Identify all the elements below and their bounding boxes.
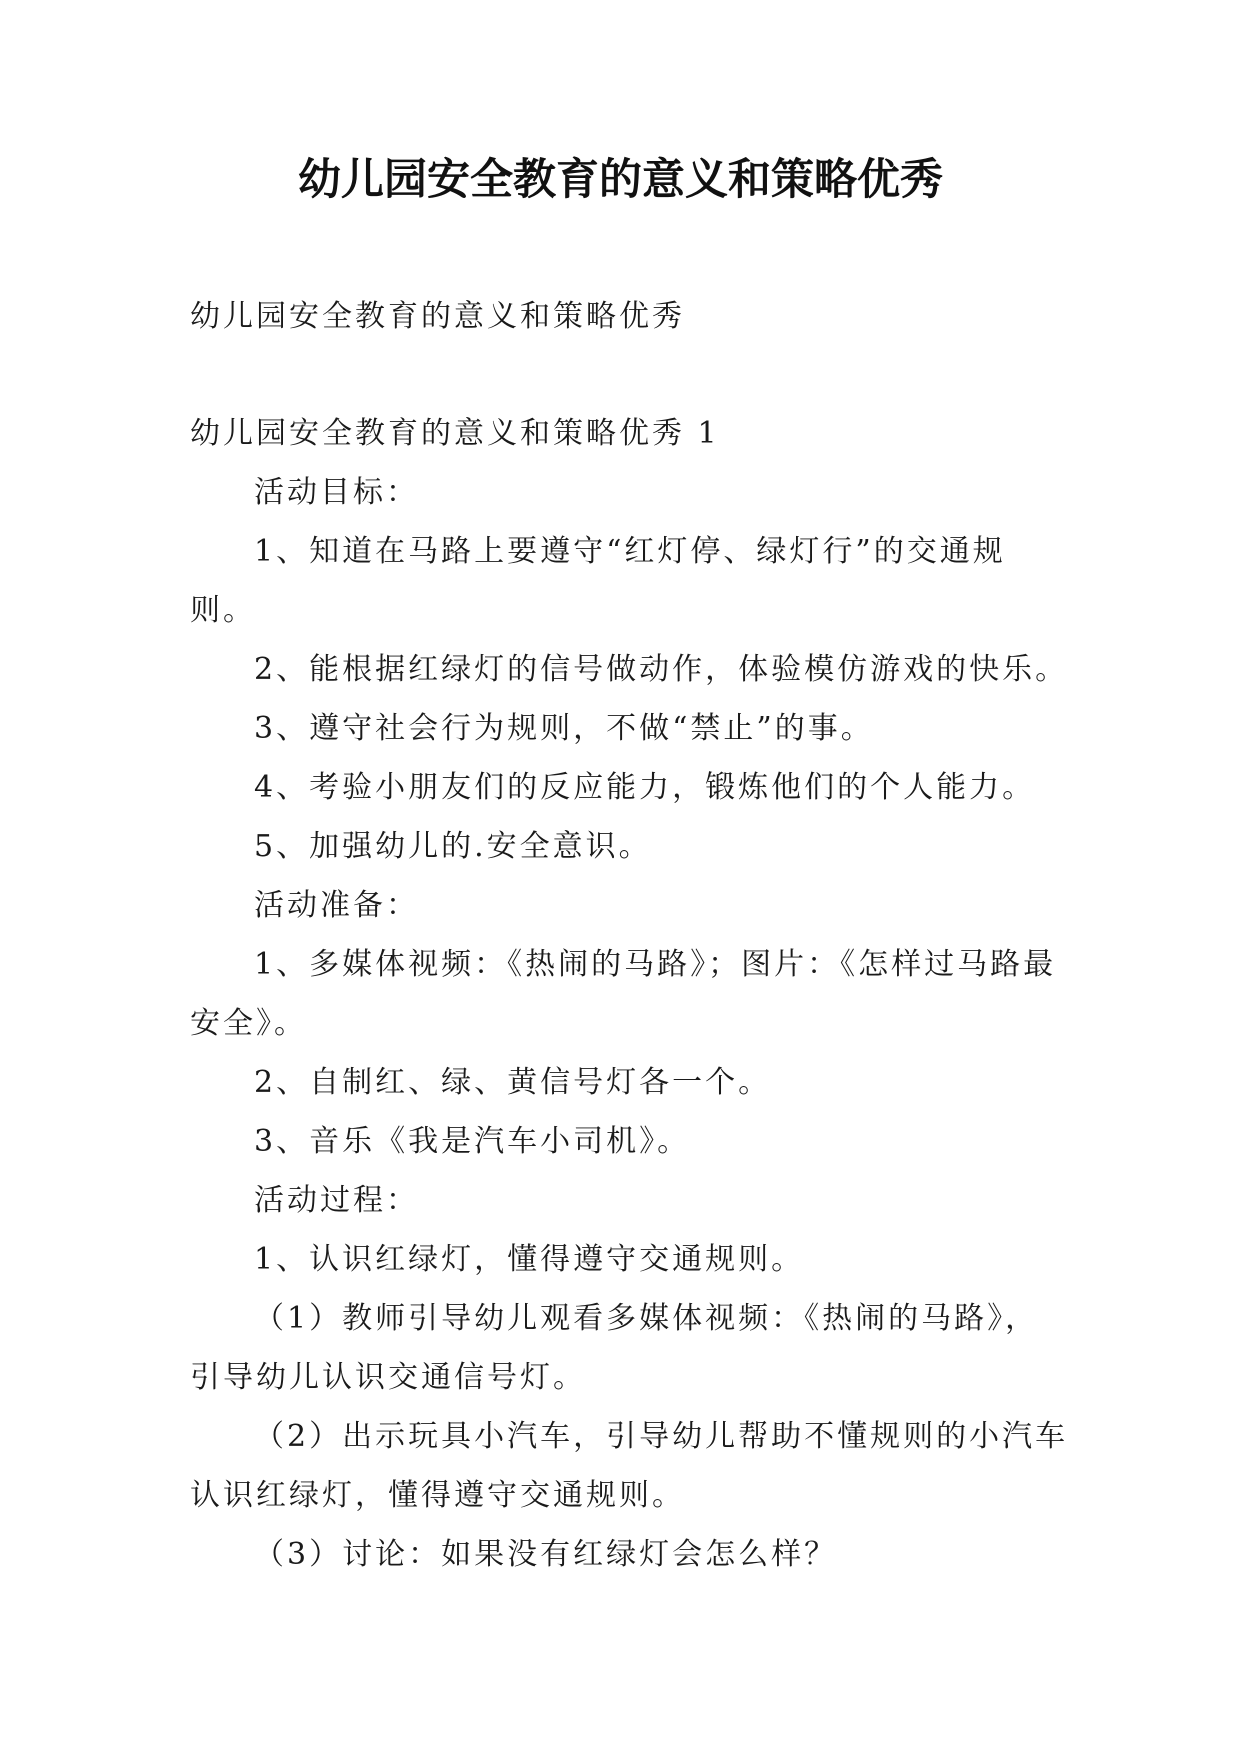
paragraph: 3、音乐《我是汽车小司机》。 (254, 1124, 691, 1159)
paragraph: 5、加强幼儿的.安全意识。 (254, 829, 652, 864)
paragraph: 活动目标： (254, 475, 419, 510)
paragraph: （2）出示玩具小汽车，引导幼儿帮助不懂规则的小汽车认识红绿灯，懂得遵守交通规则。 (190, 1419, 1069, 1513)
paragraph: 1、多媒体视频：《热闹的马路》；图片：《怎样过马路最安全》。 (190, 947, 1057, 1041)
section-heading: 幼儿园安全教育的意义和策略优秀 1 (190, 416, 720, 451)
document-subtitle: 幼儿园安全教育的意义和策略优秀 (190, 299, 685, 334)
paragraph: 3、遵守社会行为规则，不做“禁止”的事。 (254, 711, 874, 746)
paragraph: （1）教师引导幼儿观看多媒体视频：《热闹的马路》，引导幼儿认识交通信号灯。 (190, 1301, 1039, 1395)
document-title: 幼儿园安全教育的意义和策略优秀 (298, 155, 943, 205)
paragraph: 活动准备： (254, 888, 419, 923)
paragraph: 1、认识红绿灯，懂得遵守交通规则。 (254, 1242, 805, 1277)
paragraph: 活动过程： (254, 1183, 419, 1218)
paragraph: 4、考验小朋友们的反应能力，锻炼他们的个人能力。 (254, 770, 1036, 805)
document-body (190, 404, 1070, 1584)
paragraph: 2、能根据红绿灯的信号做动作，体验模仿游戏的快乐。 (254, 652, 1069, 687)
paragraph: 2、自制红、绿、黄信号灯各一个。 (254, 1065, 772, 1100)
paragraph: （3）讨论：如果没有红绿灯会怎么样？ (254, 1537, 838, 1572)
paragraph: 1、知道在马路上要遵守“红灯停、绿灯行”的交通规则。 (190, 534, 1006, 628)
